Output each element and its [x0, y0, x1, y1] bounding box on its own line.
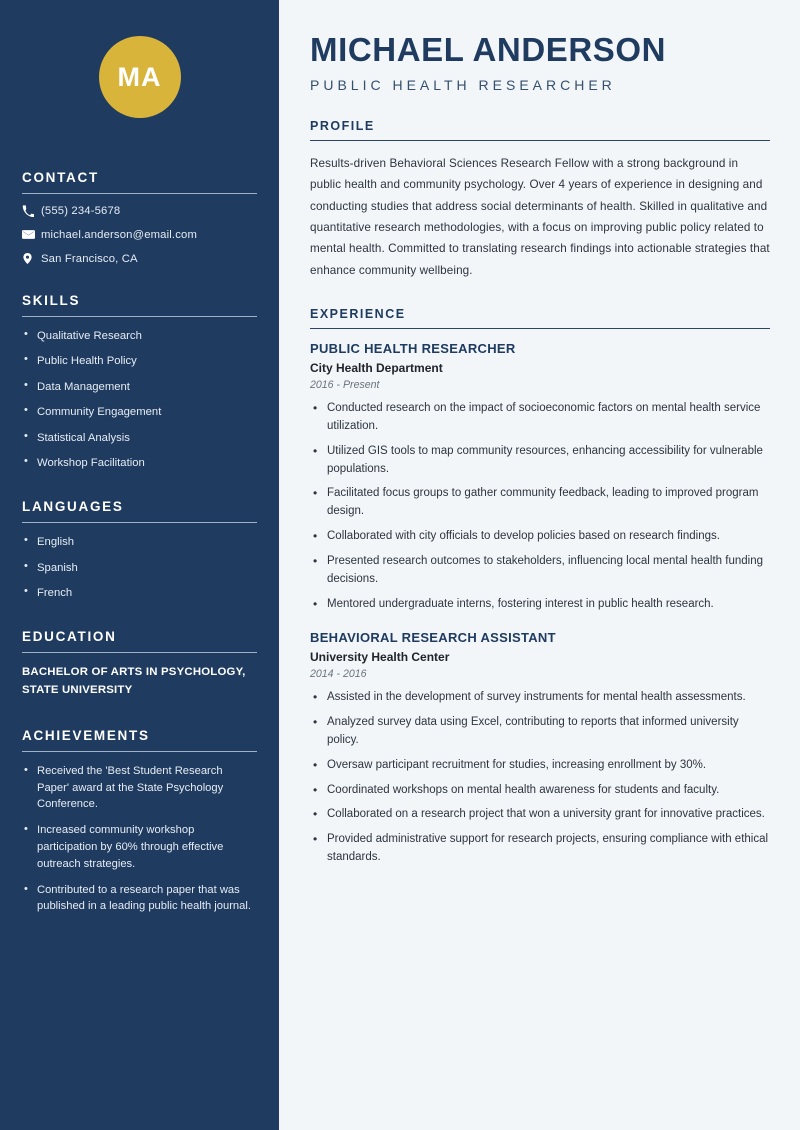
education-heading: EDUCATION: [22, 629, 117, 645]
job-bullet-list: [310, 689, 770, 867]
list-item: • Qualitative Research: [22, 328, 257, 344]
job-title: PUBLIC HEALTH RESEARCHER: [310, 341, 516, 357]
languages-list: [22, 534, 257, 601]
list-item: • Mentored undergraduate interns, fostering interest in public health research.: [310, 596, 770, 614]
list-item: • Presented research outcomes to stakeholders, influencing local mental health funding decisions.: [310, 553, 770, 589]
profile-text: Results-driven Behavioral Sciences Research Fellow with a strong background in public health and community psychology. Over 4 years of experience in designing and conducting studies that address social determinants of health. Skilled in qualitative and quantitative research methodologies, with a focus on improving public policy related to mental health. Committed to translating research findings into actionable strategies that enhance community wellbeing.: [310, 157, 770, 277]
list-item: • Assisted in the development of survey instruments for mental health assessments.: [310, 689, 770, 707]
achievements-heading: ACHIEVEMENTS: [22, 727, 150, 743]
job-subtitle: PUBLIC HEALTH RESEARCHER: [310, 76, 616, 93]
sidebar-section-education: [22, 629, 257, 699]
section-experience: [310, 307, 770, 867]
contact-heading: CONTACT: [22, 170, 99, 185]
main-content: [279, 0, 800, 1130]
list-item: • Contributed to a research paper that was published in a leading public health journal.: [22, 882, 257, 916]
avatar-container: [22, 36, 257, 118]
achievements-divider: [22, 751, 257, 752]
contact-email-value: michael.anderson@email.com: [41, 228, 198, 241]
map-pin-icon: [22, 252, 41, 265]
list-item: • Provided administrative support for research projects, ensuring compliance with ethical standards.: [310, 831, 770, 867]
list-item: • Collaborated with city officials to develop policies based on research findings.: [310, 528, 770, 546]
list-item: • Facilitated focus groups to gather community feedback, leading to improved program design.: [310, 485, 770, 521]
sidebar: [0, 0, 279, 1130]
job-title: BEHAVIORAL RESEARCH ASSISTANT: [310, 630, 556, 646]
contact-item-email[interactable]: [22, 228, 257, 241]
sidebar-section-contact: [22, 170, 257, 265]
skills-list: [22, 328, 257, 471]
education-entry: BACHELOR OF ARTS IN PSYCHOLOGY, STATE UNIVERSITY: [22, 666, 246, 697]
page-title: MICHAEL ANDERSON: [310, 31, 667, 68]
sidebar-section-skills: [22, 293, 257, 471]
skills-divider: [22, 316, 257, 317]
experience-entry: [310, 341, 770, 613]
avatar: MA: [99, 36, 181, 118]
list-item: • Coordinated workshops on mental health awareness for students and faculty.: [310, 782, 770, 800]
experience-heading: EXPERIENCE: [310, 306, 406, 321]
languages-heading: LANGUAGES: [22, 499, 124, 515]
achievements-list: [22, 763, 257, 915]
profile-heading: PROFILE: [310, 118, 375, 133]
sidebar-section-achievements: [22, 728, 257, 915]
list-item: • Utilized GIS tools to map community resources, enhancing accessibility for vulnerable populations.: [310, 443, 770, 479]
section-profile: [310, 119, 770, 281]
list-item: • Community Engagement: [22, 404, 257, 420]
profile-divider: [310, 140, 770, 141]
list-item: • Increased community workshop participation by 60% through effective outreach strategies.: [22, 822, 257, 872]
list-item: • Workshop Facilitation: [22, 455, 257, 471]
contact-divider: [22, 193, 257, 194]
languages-divider: [22, 522, 257, 523]
list-item: • English: [22, 534, 257, 550]
list-item: • Conducted research on the impact of socioeconomic factors on mental health service utilization.: [310, 400, 770, 436]
skills-heading: SKILLS: [22, 293, 81, 308]
phone-icon: [22, 205, 41, 217]
contact-location-value: San Francisco, CA: [41, 252, 138, 265]
envelope-icon: [22, 228, 41, 241]
contact-item-location[interactable]: [22, 252, 257, 265]
job-company: City Health Department: [310, 361, 443, 376]
list-item: • French: [22, 585, 257, 601]
contact-phone-value: (555) 234-5678: [41, 205, 121, 217]
list-item: • Statistical Analysis: [22, 430, 257, 446]
list-item: • Spanish: [22, 560, 257, 576]
list-item: • Analyzed survey data using Excel, contributing to reports that informed university policy.: [310, 714, 770, 750]
job-company: University Health Center: [310, 650, 450, 665]
list-item: • Received the 'Best Student Research Paper' award at the State Psychology Conference.: [22, 763, 257, 813]
education-divider: [22, 652, 257, 653]
job-dates: 2014 - 2016: [310, 668, 367, 681]
experience-entry: [310, 630, 770, 867]
list-item: • Data Management: [22, 379, 257, 395]
sidebar-section-languages: [22, 499, 257, 601]
list-item: • Oversaw participant recruitment for studies, increasing enrollment by 30%.: [310, 757, 770, 775]
list-item: • Collaborated on a research project that won a university grant for innovative practices.: [310, 806, 770, 824]
job-dates: 2016 - Present: [310, 379, 380, 392]
contact-item-phone[interactable]: [22, 205, 257, 217]
job-bullet-list: [310, 400, 770, 613]
list-item: • Public Health Policy: [22, 353, 257, 369]
experience-divider: [310, 328, 770, 329]
